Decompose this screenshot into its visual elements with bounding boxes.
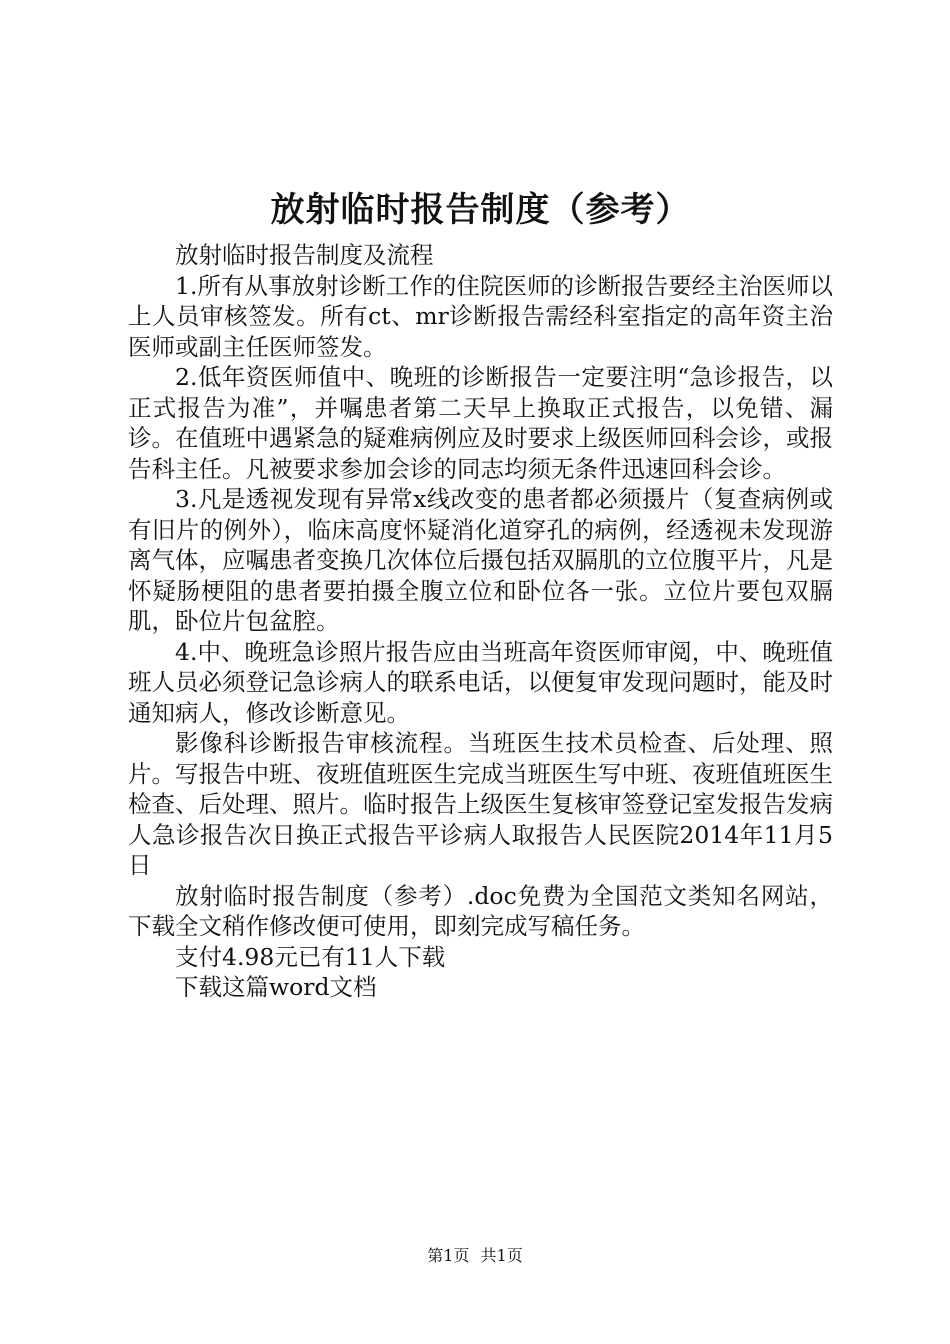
page-total: 共1页 xyxy=(480,1246,523,1265)
document-body xyxy=(128,240,833,1003)
paragraph-2: 2.低年资医师值中、晚班的诊断报告一定要注明“急诊报告，以正式报告为准”，并嘱患者第二天早上换取正式报告，以免错、漏诊。在值班中遇紧急的疑难病例应及时要求上级医师回科会诊，或报告科主任。凡被要求参加会诊的同志均须无条件迅速回科会诊。 xyxy=(128,363,833,483)
document-title: 放射临时报告制度（参考） xyxy=(270,190,691,230)
document-page xyxy=(128,180,833,1003)
paragraph-3: 3.凡是透视发现有异常x线改变的患者都必须摄片（复查病例或有旧片的例外），临床高度怀疑消化道穿孔的病例，经透视未发现游离气体，应嘱患者变换几次体位后摄包括双膈肌的立位腹平片，凡是怀疑肠梗阻的患者要拍摄全腹立位和卧位各一张。立位片要包双膈肌，卧位片包盆腔。 xyxy=(128,485,833,635)
download-link[interactable]: 下载这篇word文档 xyxy=(175,973,377,1001)
page-footer xyxy=(0,1243,950,1266)
download-count-text: 支付4.98元已有11人下载 xyxy=(175,942,446,971)
page-number: 第1页 xyxy=(427,1246,470,1265)
workflow-paragraph: 影像科诊断报告审核流程。当班医生技术员检查、后处理、照片。写报告中班、夜班值班医生完成当班医生写中班、夜班值班医生检查、后处理、照片。临时报告上级医生复核审签登记室发报告发病人急诊报告次日换正式报告平诊病人取报告人民医院2014年11月5日 xyxy=(128,729,833,879)
paragraph-1: 1.所有从事放射诊断工作的住院医师的诊断报告要经主治医师以上人员审核签发。所有ct、mr诊断报告需经科室指定的高年资主治医师或副主任医师签发。 xyxy=(128,271,833,361)
promo-paragraph: 放射临时报告制度（参考）.doc免费为全国范文类知名网站，下载全文稍作修改便可使用，即刻完成写稿任务。 xyxy=(128,881,833,940)
paragraph-4: 4.中、晚班急诊照片报告应由当班高年资医师审阅，中、晚班值班人员必须登记急诊病人的联系电话，以便复审发现问题时，能及时通知病人，修改诊断意见。 xyxy=(128,637,833,727)
subtitle-paragraph: 放射临时报告制度及流程 xyxy=(175,241,434,269)
